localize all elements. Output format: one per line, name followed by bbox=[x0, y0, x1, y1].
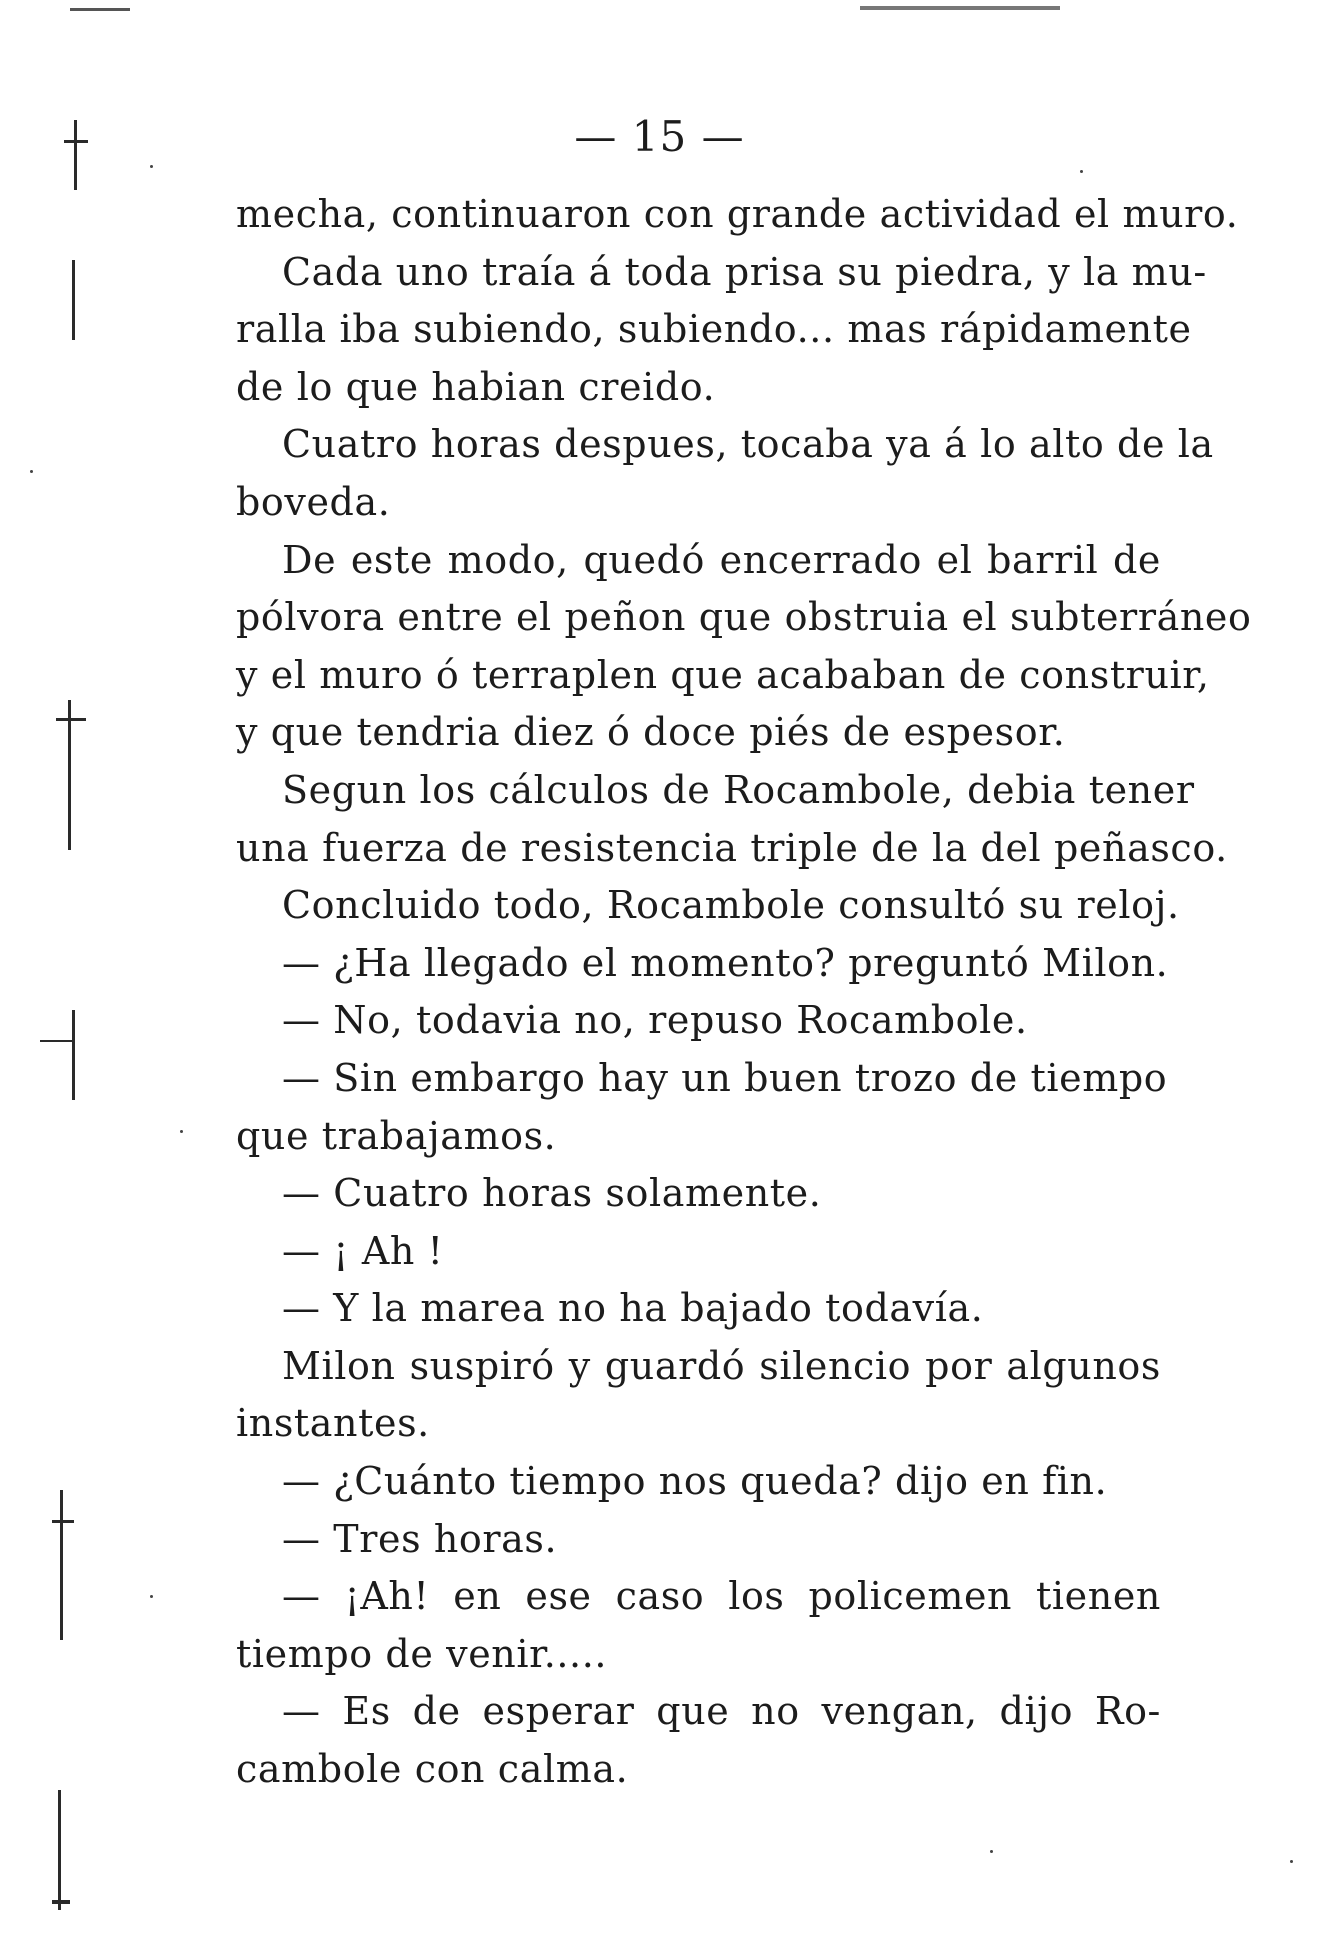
text-line: Cada uno traía á toda prisa su piedra, y la mu- bbox=[282, 249, 1207, 294]
text-line: pólvora entre el peñon que obstruia el subterráneo bbox=[236, 595, 1252, 640]
text-line: — No, todavia no, repuso Rocambole. bbox=[282, 998, 1028, 1043]
text-line: ralla iba subiendo, subiendo... mas rápidamente bbox=[236, 307, 1192, 352]
scan-edge-top-right bbox=[860, 6, 1060, 10]
scan-speck bbox=[150, 1595, 153, 1598]
margin-mark bbox=[58, 1790, 61, 1910]
text-line: — ¿Cuánto tiempo nos queda? dijo en fin. bbox=[282, 1459, 1108, 1504]
text-line: — ¿Ha llegado el momento? preguntó Milon. bbox=[282, 940, 1169, 985]
text-line: que trabajamos. bbox=[236, 1113, 557, 1158]
text-line: mecha, continuaron con grande actividad el muro. bbox=[236, 192, 1239, 236]
text-line: boveda. bbox=[236, 479, 391, 524]
text-line: Segun los cálculos de Rocambole, debia tener bbox=[282, 767, 1195, 812]
scan-speck bbox=[1290, 1860, 1293, 1863]
margin-mark bbox=[72, 260, 75, 340]
text-line: — Y la marea no ha bajado todavía. bbox=[282, 1286, 984, 1331]
text-line: — ¡ Ah ! bbox=[282, 1228, 444, 1273]
text-line: — ¡Ah! en ese caso los policemen tienen bbox=[282, 1574, 1161, 1619]
text-line: — Tres horas. bbox=[282, 1516, 558, 1561]
scan-edge-top-left bbox=[70, 8, 130, 11]
margin-mark bbox=[72, 1010, 75, 1100]
text-line: y que tendria diez ó doce piés de espesor. bbox=[236, 710, 1066, 755]
text-line: — Cuatro horas solamente. bbox=[282, 1171, 822, 1216]
text-line: tiempo de venir..... bbox=[236, 1631, 608, 1676]
text-line: una fuerza de resistencia triple de la del peñasco. bbox=[236, 825, 1228, 870]
margin-mark bbox=[60, 1490, 63, 1640]
margin-mark bbox=[52, 1900, 70, 1904]
text-line: cambole con calma. bbox=[236, 1747, 629, 1792]
text-line: Concluido todo, Rocambole consultó su reloj. bbox=[282, 883, 1180, 928]
text-line: y el muro ó terraplen que acababan de construir, bbox=[236, 652, 1210, 697]
text-line: — Es de esperar que no vengan, dijo Ro- bbox=[282, 1689, 1161, 1734]
page-number: — 15 — bbox=[574, 112, 745, 161]
scan-speck bbox=[180, 1130, 183, 1133]
scan-speck bbox=[1080, 170, 1083, 173]
scan-speck bbox=[990, 1850, 993, 1853]
text-line: De este modo, quedó encerrado el barril de bbox=[282, 537, 1161, 582]
text-line: Cuatro horas despues, tocaba ya á lo alto de la bbox=[282, 422, 1214, 467]
body-text bbox=[236, 186, 1252, 1799]
text-line: — Sin embargo hay un buen trozo de tiempo bbox=[282, 1055, 1168, 1100]
scan-speck bbox=[30, 470, 33, 473]
margin-mark bbox=[40, 1040, 74, 1042]
margin-mark bbox=[52, 1520, 74, 1523]
scan-speck bbox=[150, 165, 153, 168]
text-line: Milon suspiró y guardó silencio por algunos bbox=[282, 1343, 1161, 1388]
text-line: de lo que habian creido. bbox=[236, 364, 716, 409]
margin-mark bbox=[56, 718, 86, 721]
text-line: instantes. bbox=[236, 1401, 430, 1446]
margin-mark bbox=[68, 700, 71, 850]
